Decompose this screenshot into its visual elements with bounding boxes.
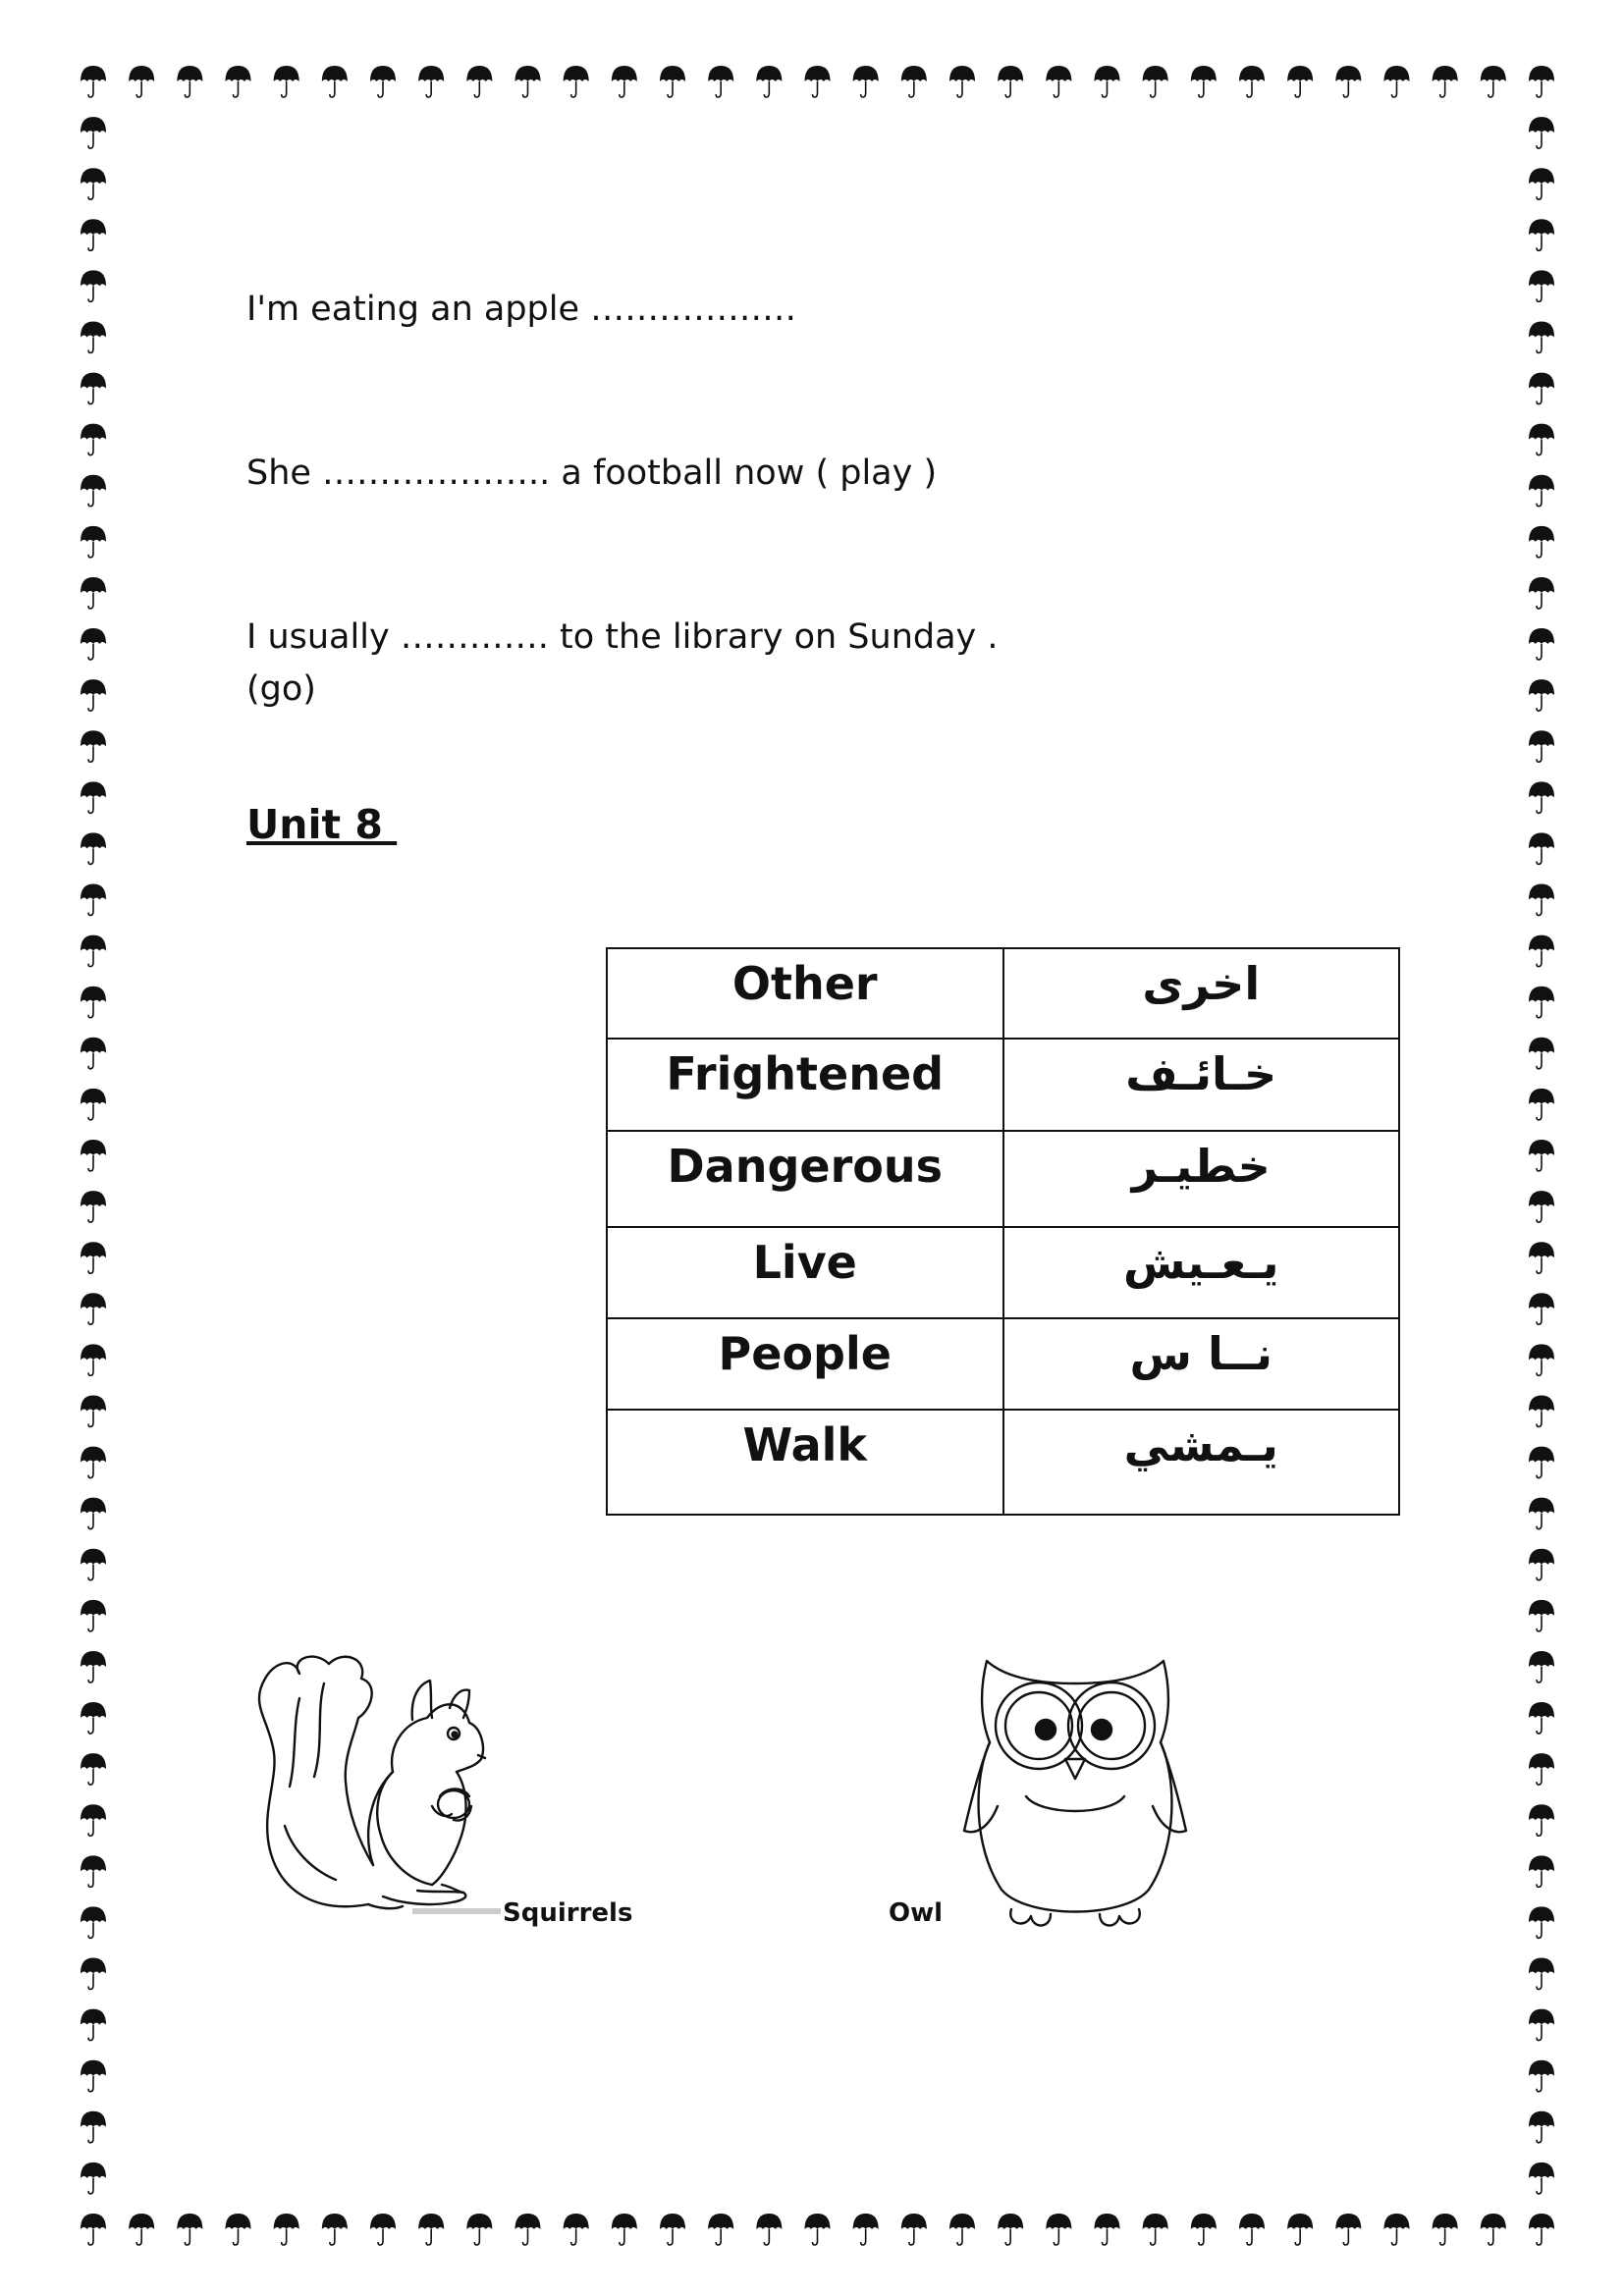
vocabulary-arabic: يـعـيش <box>1003 1227 1400 1318</box>
umbrella-icon <box>81 1753 106 1785</box>
umbrella-icon <box>1529 219 1554 250</box>
umbrella-icon <box>1529 1651 1554 1682</box>
umbrella-icon <box>998 2214 1023 2245</box>
vocabulary-row <box>607 1227 1399 1318</box>
umbrella-icon <box>1384 66 1410 97</box>
umbrella-icon <box>418 2214 444 2245</box>
umbrella-icon <box>322 66 348 97</box>
umbrella-icon <box>1335 66 1361 97</box>
squirrel-illustration-icon <box>245 1639 506 1934</box>
vocabulary-english: Frightened <box>607 1039 1003 1131</box>
umbrella-icon <box>81 2060 106 2092</box>
vocabulary-row <box>607 1131 1399 1227</box>
umbrella-icon <box>81 987 106 1018</box>
umbrella-icon <box>660 66 685 97</box>
umbrella-icon <box>418 66 444 97</box>
umbrella-icon <box>81 1293 106 1324</box>
umbrella-icon <box>660 2214 685 2245</box>
umbrella-icon <box>81 168 106 199</box>
umbrella-icon <box>1529 1498 1554 1529</box>
umbrella-icon <box>81 1140 106 1171</box>
umbrella-icon <box>1529 1447 1554 1478</box>
umbrella-icon <box>1529 1089 1554 1120</box>
umbrella-icon <box>708 2214 733 2245</box>
umbrella-icon <box>998 66 1023 97</box>
umbrella-icon <box>370 2214 396 2245</box>
umbrella-icon <box>370 66 396 97</box>
umbrella-icon <box>515 2214 541 2245</box>
umbrella-icon <box>1384 2214 1410 2245</box>
umbrella-icon <box>756 66 782 97</box>
unit-heading: Unit 8 <box>246 801 398 848</box>
owl-caption: Owl <box>889 1898 944 1928</box>
umbrella-icon <box>81 884 106 916</box>
umbrella-icon <box>1481 66 1506 97</box>
umbrella-icon <box>81 1242 106 1273</box>
vocabulary-row <box>607 1318 1399 1410</box>
umbrella-icon <box>1433 2214 1458 2245</box>
vocabulary-english: Dangerous <box>607 1131 1003 1227</box>
umbrella-icon <box>81 1549 106 1580</box>
vocabulary-table <box>606 947 1400 1516</box>
umbrella-icon <box>1529 66 1554 97</box>
exercise-sentence-3-hint: (go) <box>246 669 316 709</box>
umbrella-icon <box>708 66 733 97</box>
umbrella-icon <box>901 66 927 97</box>
owl-illustration-icon <box>952 1649 1198 1934</box>
vocabulary-english: Other <box>607 948 1003 1039</box>
umbrella-icon <box>274 66 299 97</box>
vocabulary-row <box>607 1039 1399 1131</box>
umbrella-icon <box>81 219 106 250</box>
vocabulary-english: People <box>607 1318 1003 1410</box>
umbrella-icon <box>81 475 106 507</box>
umbrella-icon <box>322 2214 348 2245</box>
umbrella-icon <box>1143 2214 1168 2245</box>
umbrella-icon <box>466 2214 492 2245</box>
umbrella-icon <box>274 2214 299 2245</box>
umbrella-icon <box>81 628 106 660</box>
umbrella-icon <box>901 2214 927 2245</box>
umbrella-icon <box>81 2214 106 2245</box>
umbrella-icon <box>81 2111 106 2143</box>
umbrella-icon <box>1529 628 1554 660</box>
umbrella-icon <box>81 1804 106 1836</box>
umbrella-icon <box>805 2214 831 2245</box>
umbrella-icon <box>1143 66 1168 97</box>
umbrella-icon <box>1529 2009 1554 2041</box>
umbrella-icon <box>81 577 106 609</box>
umbrella-icon <box>949 66 975 97</box>
umbrella-icon <box>612 66 637 97</box>
umbrella-icon <box>1529 475 1554 507</box>
umbrella-icon <box>1529 832 1554 864</box>
umbrella-icon <box>1529 679 1554 711</box>
umbrella-icon <box>1529 2214 1554 2245</box>
umbrella-icon <box>1529 1855 1554 1887</box>
umbrella-icon <box>81 66 106 97</box>
umbrella-icon <box>1529 1804 1554 1836</box>
umbrella-icon <box>81 1600 106 1631</box>
umbrella-icon <box>129 66 154 97</box>
umbrella-icon <box>1287 2214 1313 2245</box>
squirrel-caption: Squirrels <box>503 1898 633 1928</box>
umbrella-icon <box>81 1447 106 1478</box>
umbrella-icon <box>81 373 106 404</box>
umbrella-icon <box>81 2009 106 2041</box>
vocabulary-arabic: يـمشي <box>1003 1410 1400 1515</box>
umbrella-icon <box>1095 2214 1120 2245</box>
umbrella-icon <box>1529 2163 1554 2194</box>
umbrella-icon <box>1529 1242 1554 1273</box>
vocabulary-arabic: نــا س <box>1003 1318 1400 1410</box>
umbrella-icon <box>1335 2214 1361 2245</box>
umbrella-icon <box>81 935 106 967</box>
umbrella-icon <box>81 1089 106 1120</box>
umbrella-icon <box>1529 424 1554 455</box>
vocabulary-arabic: خـائـف <box>1003 1039 1400 1131</box>
umbrella-icon <box>1529 935 1554 967</box>
umbrella-icon <box>81 526 106 558</box>
umbrella-icon <box>81 1395 106 1426</box>
umbrella-icon <box>1529 1038 1554 1069</box>
umbrella-icon <box>81 1191 106 1222</box>
umbrella-icon <box>81 424 106 455</box>
umbrella-icon <box>1529 884 1554 916</box>
umbrella-icon <box>1046 66 1071 97</box>
umbrella-icon <box>1529 1140 1554 1171</box>
exercise-sentence-3: I usually …………. to the library on Sunday . <box>246 617 999 657</box>
umbrella-icon <box>81 1038 106 1069</box>
umbrella-icon <box>1529 1753 1554 1785</box>
vocabulary-row <box>607 1410 1399 1515</box>
umbrella-icon <box>1529 1600 1554 1631</box>
umbrella-icon <box>1095 66 1120 97</box>
umbrella-icon <box>564 2214 589 2245</box>
umbrella-icon <box>1287 66 1313 97</box>
umbrella-icon <box>81 321 106 352</box>
umbrella-icon <box>81 270 106 301</box>
umbrella-icon <box>1046 2214 1071 2245</box>
umbrella-icon <box>1239 66 1265 97</box>
umbrella-icon <box>1529 2060 1554 2092</box>
umbrella-icon <box>1529 1702 1554 1734</box>
exercise-sentence-1: I'm eating an apple ……………… <box>246 290 797 329</box>
umbrella-icon <box>81 1498 106 1529</box>
umbrella-icon <box>1191 66 1217 97</box>
umbrella-icon <box>1481 2214 1506 2245</box>
umbrella-icon <box>805 66 831 97</box>
umbrella-icon <box>81 832 106 864</box>
umbrella-icon <box>81 1651 106 1682</box>
umbrella-icon <box>1529 1395 1554 1426</box>
umbrella-icon <box>1529 1191 1554 1222</box>
umbrella-icon <box>177 2214 202 2245</box>
umbrella-icon <box>1529 577 1554 609</box>
umbrella-icon <box>129 2214 154 2245</box>
vocabulary-arabic: خطيـر <box>1003 1131 1400 1227</box>
umbrella-icon <box>81 1958 106 1990</box>
umbrella-icon <box>853 66 879 97</box>
vocabulary-english: Walk <box>607 1410 1003 1515</box>
umbrella-icon <box>81 1906 106 1938</box>
umbrella-icon <box>81 2163 106 2194</box>
umbrella-icon <box>949 2214 975 2245</box>
umbrella-icon <box>226 2214 251 2245</box>
umbrella-icon <box>1529 117 1554 148</box>
umbrella-icon <box>81 730 106 762</box>
vocabulary-row <box>607 948 1399 1039</box>
umbrella-icon <box>1529 168 1554 199</box>
umbrella-icon <box>612 2214 637 2245</box>
vocabulary-arabic: اخرى <box>1003 948 1400 1039</box>
umbrella-icon <box>81 679 106 711</box>
umbrella-icon <box>1433 66 1458 97</box>
umbrella-icon <box>1529 1958 1554 1990</box>
umbrella-icon <box>81 781 106 813</box>
umbrella-icon <box>81 1702 106 1734</box>
umbrella-icon <box>1529 1906 1554 1938</box>
umbrella-icon <box>466 66 492 97</box>
umbrella-icon <box>1529 1344 1554 1375</box>
umbrella-icon <box>853 2214 879 2245</box>
umbrella-icon <box>81 117 106 148</box>
umbrella-icon <box>81 1344 106 1375</box>
umbrella-icon <box>1191 2214 1217 2245</box>
umbrella-icon <box>1529 321 1554 352</box>
umbrella-icon <box>564 66 589 97</box>
umbrella-icon <box>1529 270 1554 301</box>
umbrella-icon <box>177 66 202 97</box>
umbrella-icon <box>1529 526 1554 558</box>
umbrella-icon <box>1529 987 1554 1018</box>
umbrella-icon <box>1239 2214 1265 2245</box>
umbrella-icon <box>756 2214 782 2245</box>
umbrella-icon <box>81 1855 106 1887</box>
umbrella-icon <box>226 66 251 97</box>
vocabulary-english: Live <box>607 1227 1003 1318</box>
umbrella-icon <box>1529 781 1554 813</box>
umbrella-icon <box>1529 2111 1554 2143</box>
exercise-sentence-2: She ……………….. a football now ( play ) <box>246 454 938 493</box>
umbrella-icon <box>1529 373 1554 404</box>
umbrella-icon <box>1529 1549 1554 1580</box>
umbrella-icon <box>515 66 541 97</box>
umbrella-icon <box>1529 1293 1554 1324</box>
umbrella-icon <box>1529 730 1554 762</box>
